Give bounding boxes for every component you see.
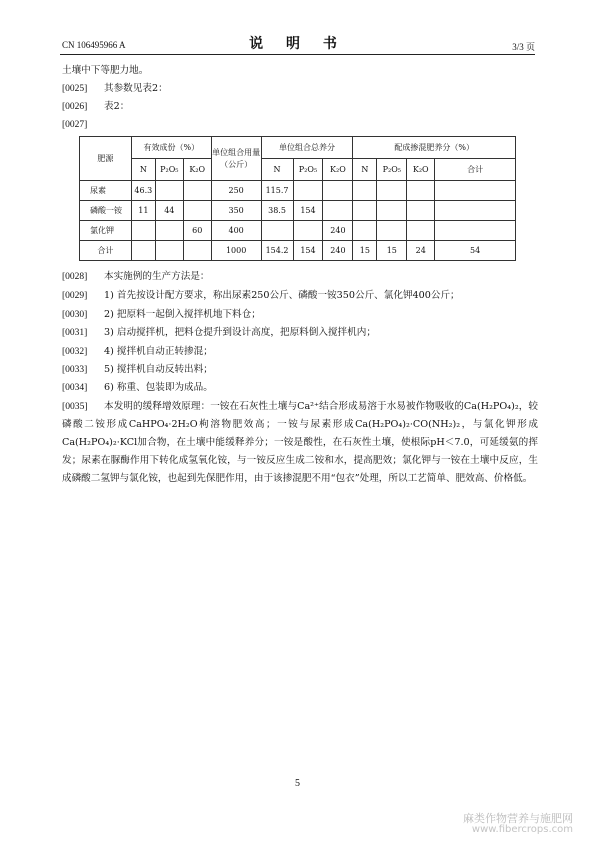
paragraph-number: [0026] (62, 102, 88, 112)
cell-name: 磷酸一铵 (80, 201, 132, 221)
cell (435, 221, 516, 241)
cell (155, 241, 183, 261)
cell (323, 181, 353, 201)
paragraph-text: 2) 把原料一起倒入搅拌机地下料仓； (104, 309, 261, 320)
paragraph-text: 4) 搅拌机自动正转掺混； (104, 346, 213, 357)
fertilizer-table (79, 136, 516, 261)
cell (435, 181, 516, 201)
cell (407, 201, 435, 221)
paragraph-text: 5) 搅拌机自动反转出料； (104, 364, 213, 375)
sub-p: P₂O₅ (155, 159, 183, 181)
paragraph-text: 其参数见表2： (104, 83, 168, 94)
table-total-row (80, 241, 516, 261)
sub-k: K₂O (183, 159, 211, 181)
paragraph-text: 本发明的缓释增效原理：一铵在石灰性土壤与Ca²⁺结合形成易溶于水易被作物吸收的Ca(H₂PO₄)₂，较磷酸二铵形成CaHPO₄·2H₂O枸溶物肥效高；一铵与尿素形成Ca(H₂PO₄)₂·CO(NH₂)₂，与氯化钾形成Ca(H₂PO₄)₂·KCl加合物，在土壤中能缓释养分；一铵是酸性，在石灰性土壤，使根际pH＜7.0，可延缓氨的挥发；尿素在脲酶作用下转化成氢氧化铵，与一铵反应生成二铵和水，提高肥效；氯化钾与一铵在土壤中反应，生成磷酸二氢钾与氯化铵，也起到先保肥作用，由于该掺混肥不用“包衣”处理，所以工艺简单、肥效高、价格低。 (62, 401, 538, 484)
cell (435, 201, 516, 221)
cell: 60 (183, 221, 211, 241)
paragraph-number: [0030] (62, 310, 88, 320)
cell (183, 241, 211, 261)
page-indicator: 3/3 页 (512, 42, 535, 52)
header-divider (60, 54, 535, 55)
cell (353, 201, 377, 221)
paragraph-0030 (62, 306, 540, 324)
cell (377, 221, 407, 241)
watermark-url: www.fibercrops.com (471, 824, 573, 835)
sub-n: N (353, 159, 377, 181)
paragraph-text: 本实施例的生产方法是： (104, 271, 210, 282)
cell: 1000 (211, 241, 261, 261)
paragraph-0035 (62, 398, 538, 488)
paragraph-number: [0034] (62, 383, 88, 393)
paragraph-number: [0028] (62, 272, 88, 282)
cell (261, 221, 293, 241)
sub-k: K₂O (407, 159, 435, 181)
patent-number: CN 106495966 A (62, 40, 126, 50)
cell (183, 201, 211, 221)
cell (353, 221, 377, 241)
paragraph-text: 6) 称重、包装即为成品。 (104, 382, 213, 393)
paragraph-0025 (62, 80, 540, 98)
cell: 38.5 (261, 201, 293, 221)
paragraph-0031 (62, 324, 540, 342)
cell: 154 (293, 241, 323, 261)
sub-k: K₂O (323, 159, 353, 181)
paragraph-0033 (62, 361, 540, 379)
header-total-nutrient: 单位组合总养分 (261, 137, 353, 159)
paragraph-number: [0031] (62, 328, 88, 338)
paragraph-0029 (62, 287, 540, 305)
cell (377, 201, 407, 221)
cell (155, 221, 183, 241)
paragraph-0028 (62, 268, 540, 286)
paragraph-0032 (62, 343, 540, 361)
header-fertilizer: 肥源 (80, 137, 132, 181)
cell (155, 181, 183, 201)
table-row (80, 201, 516, 221)
sub-p: P₂O₅ (293, 159, 323, 181)
cell-name: 氯化钾 (80, 221, 132, 241)
cell: 24 (407, 241, 435, 261)
cell (407, 221, 435, 241)
cell: 15 (353, 241, 377, 261)
cell-name: 合计 (80, 241, 132, 261)
cell: 154 (293, 201, 323, 221)
sub-p: P₂O₅ (377, 159, 407, 181)
cell: 154.2 (261, 241, 293, 261)
cell: 350 (211, 201, 261, 221)
cell (293, 221, 323, 241)
sub-total: 合计 (435, 159, 516, 181)
table-row (80, 181, 516, 201)
cell (353, 181, 377, 201)
paragraph-text: 表2： (104, 101, 130, 112)
cell-name: 尿素 (80, 181, 132, 201)
cell (183, 181, 211, 201)
cell (131, 241, 155, 261)
paragraph-number: [0029] (62, 291, 88, 301)
paragraph-number: [0032] (62, 347, 88, 357)
cell: 44 (155, 201, 183, 221)
cell: 15 (377, 241, 407, 261)
paragraph-0027 (62, 116, 540, 134)
paragraph-0034 (62, 379, 540, 397)
sub-n: N (131, 159, 155, 181)
intro-line: 土壤中下等肥力地。 (62, 65, 149, 76)
table-row (80, 221, 516, 241)
cell: 54 (435, 241, 516, 261)
document-title: 说 明 书 (249, 36, 346, 52)
paragraph-number: [0035] (62, 401, 88, 412)
paragraph-text: 1) 首先按设计配方要求，称出尿素250公斤、磷酸一铵350公斤、氯化钾400公斤； (104, 290, 460, 301)
cell (131, 221, 155, 241)
cell (407, 181, 435, 201)
paragraph-number: [0027] (62, 120, 88, 130)
cell: 115.7 (261, 181, 293, 201)
cell: 11 (131, 201, 155, 221)
cell: 240 (323, 221, 353, 241)
cell: 250 (211, 181, 261, 201)
paragraph-number: [0033] (62, 365, 88, 375)
sub-n: N (261, 159, 293, 181)
header-unit-qty: 单位组合用量（公斤） (211, 137, 261, 181)
paragraph-text: 3) 启动搅拌机，把料仓提升到设计高度，把原料倒入搅拌机内； (104, 327, 376, 338)
header-effective: 有效成份（%） (131, 137, 211, 159)
header-slow-release: 配成掺混肥养分（%） (353, 137, 516, 159)
watermark-title: 麻类作物营养与施肥网 (463, 812, 573, 825)
cell: 400 (211, 221, 261, 241)
page-number: 5 (295, 778, 300, 789)
cell (293, 181, 323, 201)
cell: 240 (323, 241, 353, 261)
cell: 46.3 (131, 181, 155, 201)
cell (377, 181, 407, 201)
paragraph-0026 (62, 98, 540, 116)
paragraph-number: [0025] (62, 84, 88, 94)
cell (323, 201, 353, 221)
